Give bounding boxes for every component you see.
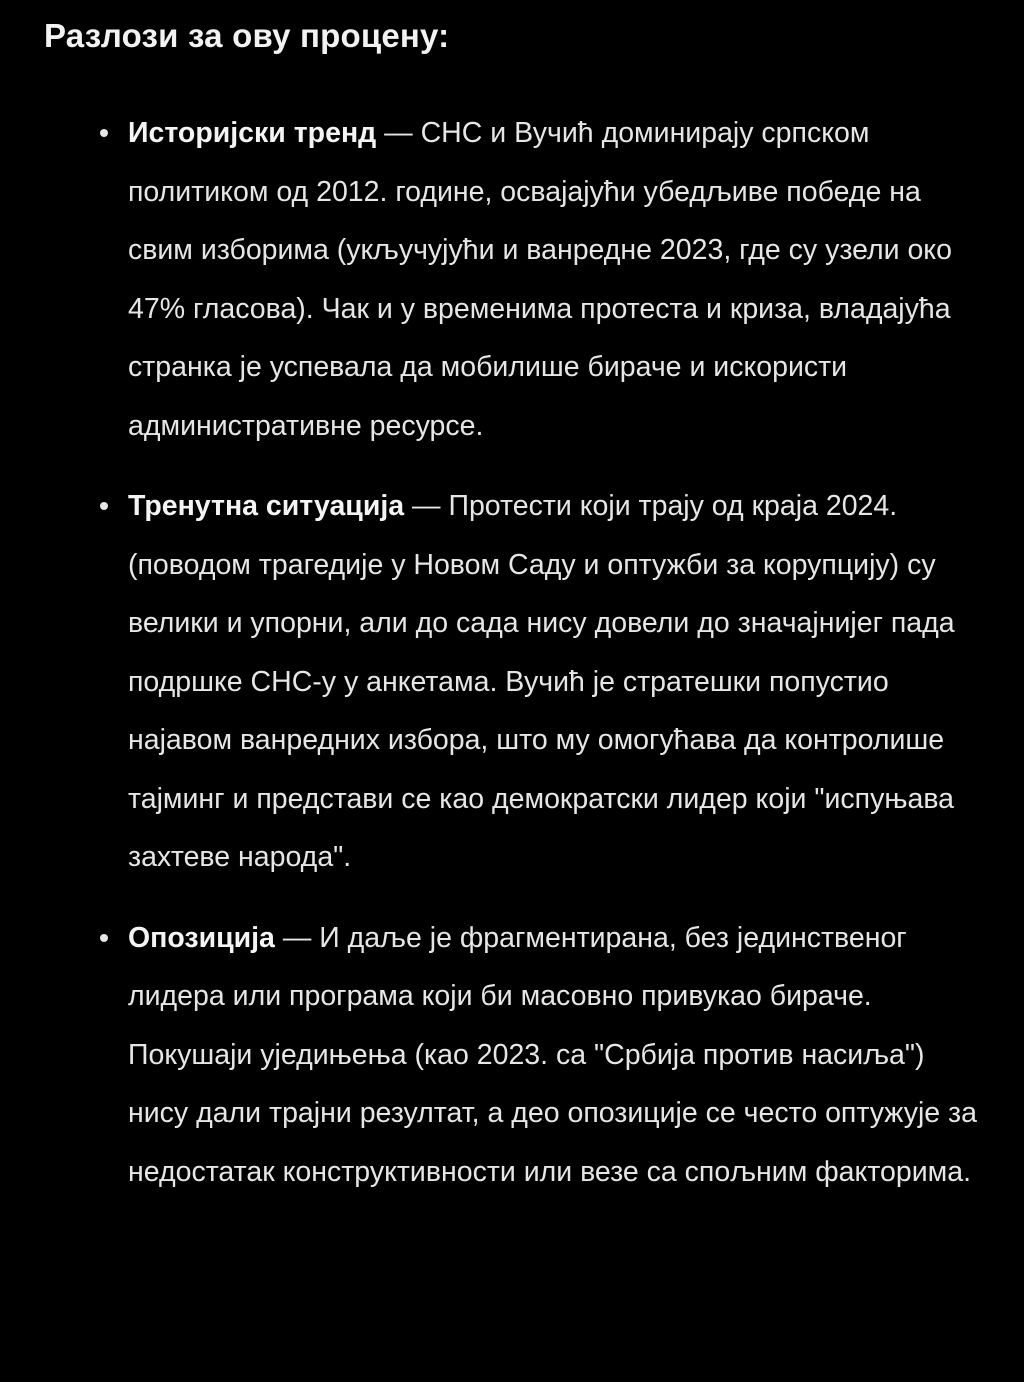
item-separator: —: [274, 921, 320, 954]
bullet-icon: [100, 129, 108, 137]
item-term: Тренутна ситуација: [128, 490, 405, 522]
item-text: И даље је фрагментирана, без јединственог лидера или програма који би масовно привукао бираче. Покушаји уједињења (као 2023. са "Србија против насиља") нису дали трајни резултат, а део опозиције се често оптужује за недостатак конструктивности или везе са спољним факторима.: [128, 921, 977, 1188]
item-separator: —: [404, 490, 449, 522]
item-text: СНС и Вучић доминирају српском политиком од 2012. године, освајајући убедљиве победе на свим изборима (укључујући и ванредне 2023, где су узели око 47% гласова). Чак и у временима протеста и криза, владајућа странка је успевала да мобилише бираче и искористи административне ресурсе.: [128, 117, 952, 442]
item-term: Опозиција: [128, 921, 275, 954]
list-item-current-situation: [44, 477, 984, 887]
reasons-list: [44, 104, 984, 1201]
bullet-icon: [100, 934, 108, 942]
item-term: Историјски тренд: [128, 117, 377, 149]
item-separator: —: [376, 117, 421, 149]
list-item-opposition: [44, 909, 984, 1202]
item-text: Протести који трају од краја 2024. (поводом трагедије у Новом Саду и оптужби за корупцију) су велики и упорни, али до сада нису довели до значајнијег пада подршке СНС-у у анкетама. Вучић је стратешки попустио најавом ванредних избора, што му омогућава да контролише тајминг и представи се као демократски лидер који "испуњава захтеве народа".: [128, 490, 955, 873]
bullet-icon: [100, 502, 108, 510]
list-item-historical-trend: [44, 104, 984, 455]
section-heading: Разлози за ову процену:: [44, 17, 450, 54]
